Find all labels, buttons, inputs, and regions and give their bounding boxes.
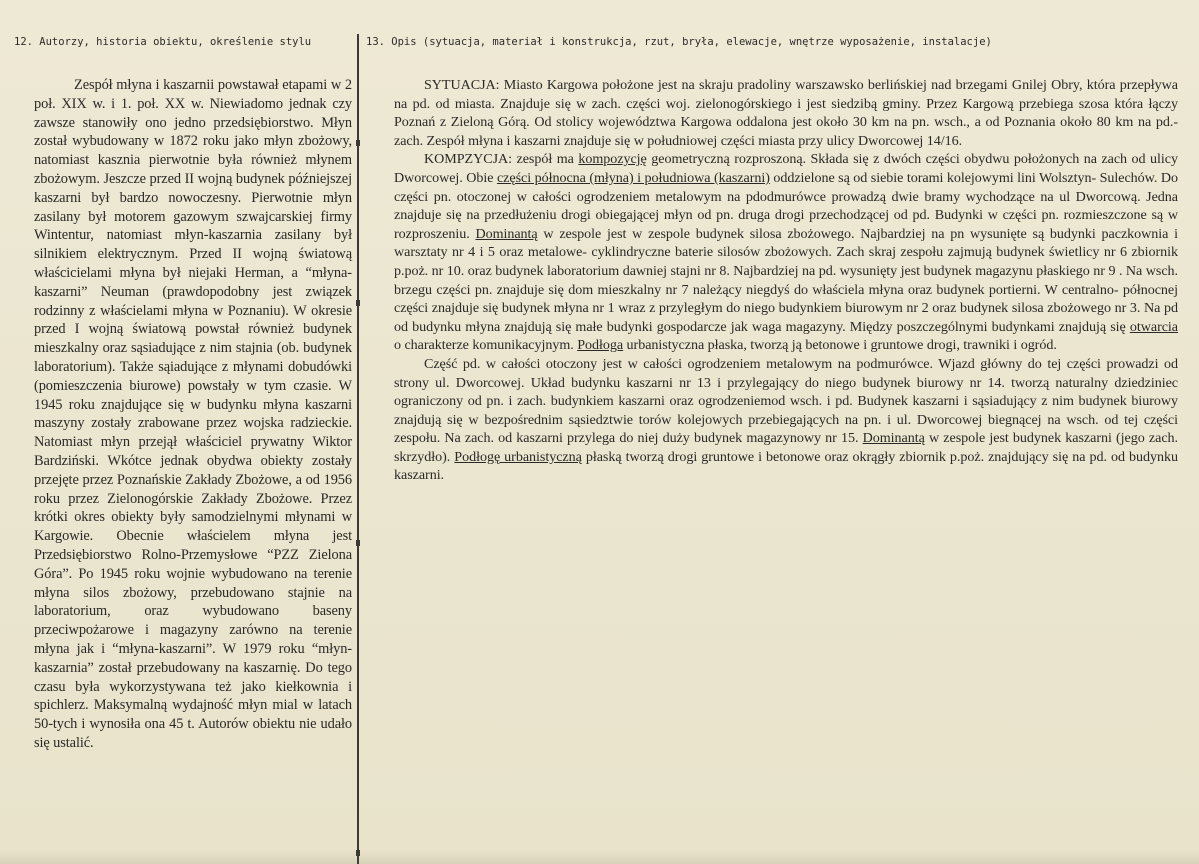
text-span: urbanistyczna płaska, tworzą ją betonowe i gruntowe drogi, trawniki i ogród. (623, 337, 1057, 354)
underlined-term: otwarcia (1129, 318, 1178, 335)
text-span: KOMPZYCJA: zespół ma (424, 151, 579, 168)
kompozycja-paragraph (394, 150, 1178, 355)
underlined-term: kompozycję (578, 151, 647, 168)
section-13-heading: 13. Opis (sytuacja, materiał i konstrukcja, rzut, bryła, elewacje, wnętrze wyposażenie, instalacje) (366, 36, 992, 48)
page-edge-shadow (0, 850, 1199, 864)
underlined-term: części północna (młyna) i południowa (kaszarni) (496, 169, 770, 186)
underlined-term: Podłoga (577, 337, 624, 354)
text-span: w zespole jest budynek kaszarni (jego zach. skrzydło). (394, 430, 1178, 465)
text-span: w zespole jest w zespole budynek silosa zbożowego. Najbardziej na pn wysunięte są budynki paczkownia i warsztaty nr 4 i 5 oraz metalowe- cyklindryczne baterie silosów zbożowych. Zach skraj zespołu zajmują budynek świetlicy nr 6 zbiornik p.poż. nr 10. oraz budynek laboratorium dawniej stajni nr 8. Najbardziej na pd. wysunięty jest budynek magazynu płaskiego nr 9 . Na wsch. brzegu części pn. znajduje się dom mieszkalny nr 7 należący niegdyś do właściela młyna oraz budynek portierni. W centralno- północnej części znajduje się budynek młyna nr 1 wraz z przyległym do niego budynkiem biurowym nr 2 oraz budynek silosa zbożowego nr 3. Na pd od budynku młyna znajdują się małe budynki gospodarcze jak waga magazyny. Między poszczególnymi budynkami znajdują się (394, 225, 1179, 335)
description-column (394, 76, 1178, 485)
underlined-term: Podłogę urbanistyczną (454, 448, 582, 465)
divider-mark (356, 300, 360, 306)
section-12-heading: 12. Autorzy, historia obiektu, określenie stylu (14, 36, 312, 48)
text-span: geometryczną rozproszoną. Składa się z dwóch części obydwu położonych na zach od ulicy Dworcowej. Obie (394, 151, 1178, 186)
sytuacja-paragraph: SYTUACJA: Miasto Kargowa położone jest na skraju pradoliny warszawsko berlińskiej nad brzegami Gnilej Obry, która przepływa na pd. od miasta. Znajduje się w zach. części woj. zielonogórskiego i jest siedzibą gminy. Przez Kargową przebiega szosa która łączy Poznań z Zieloną Górą. Od stolicy województwa Kargowa oddalona jest około 30 km na pn. wsch., a od Poznania około 80 km na pd.- zach. Zespół młyna i kaszarni znajduje się w południowej części miasta przy ulicy Dworcowej 14/16. (394, 77, 1178, 149)
divider-mark (356, 540, 360, 546)
underlined-term: Dominantą (862, 430, 925, 447)
history-text: Zespół młyna i kaszarnii powstawał etapami w 2 poł. XIX w. i 1. poł. XX w. Niewiadomo jednak czy zawsze stanowiły ono jedno przedsiębiorstwo. Młyn został wybudowany w 1872 roku jako młyn zbożowy, natomiast kasznia pierwotnie była również młynem zbożowym. Jeszcze przed II wojną budynek późniejszej kaszarni był bardzo nowoczesny. Pierwotnie młyn zasilany był motorem gazowym szwajcarskiej firmy Wintentur, natomiast młyn-kaszarnia zasilany był silnikiem elektrycznym. Przed II wojną światową właścicielami młyna był niejaki Herman, a “młyna- kaszarni” Neuman (prawdopodobny jest związek rodzinny z właścielami młyna w Poznaniu). W okresie przed I wojną światową powstał również budynek mieszkalny oraz sąsiadujące z nim stajnia (ob. budynek laboratorium). Także sąiadujące z młynami dobudówki (pomieszczenia biurowe) powstały w tym czasie. W 1945 roku znajdujące się w budynku młyna kaszarni maszyny zostały zrabowane przez wojska radzieckie. Natomiast młyn przejął właściciel prywatny Wiktor Bardziński. Wkótce jednak obydwa obiekty zostały przejęte przez Poznańskie Zakłady Zbożowe, a od 1956 roku przez Zielonogórskie Zakłady Zbożowe. Przez krótki okres obiekty były samodzielnymi młynami w Kargowie. Obecnie właścielem młyna jest Przedsiębiorstwo Rolno-Przemysłowe “PZZ Zielona Góra”. Po 1945 roku wojnie wybudowano na terenie młyna silos zbożowy, przebudowano stajnie na laboratorium, oraz wybudowano baseny przeciwpożarowe i magazyny zarówno na terenie młyna jak i “młyna-kaszarni”. W 1979 roku “młyn- kaszarnia” został przebudowany na kaszarnię. Do tego czasu była wykorzystywana też jako kiełkownia i spichlerz. Maksymalną wydajność młyn mial w latach 50-tych i wynosiła ona 45 t. Autorów obiektu nie udało się ustalić. (34, 77, 352, 751)
column-divider (357, 34, 359, 864)
text-span: płaską tworzą drogi gruntowe i betonowe oraz okrągły zbiornik p.poż. znajdujący się na pd. od budynku kaszarni. (394, 448, 1178, 484)
text-span: o charakterze komunikacyjnym. (394, 337, 578, 354)
divider-mark (356, 140, 360, 146)
czesc-pd-paragraph (394, 355, 1178, 485)
text-span: Część pd. w całości otoczony jest w całości ogrodzeniem metalowym na podmurówce. Wjazd główny do tej części prowadzi od strony ul. Dworcowej. Układ budynku kaszarni nr 13 i przylegający do niego budynek biurowy nr 14. tworzą naturalny dziedziniec ograniczony od pn. i zach. budynkiem kaszarni oraz ogrodzeniemod wsch. i pd. Budynek kaszarni i sąsiadujący z nim budynek biurowy znajdują się w bezpośrednim sąsiedztwie torów kolejowych przebiegających na pn. i ul. Dworcowej biegnącej na wsch. od tej części zespołu. Na zach. od kaszarni przylega do niej duży budynek magazynowy nr 15. (394, 355, 1178, 447)
underlined-term: Dominantą (475, 225, 538, 242)
text-span: oddzielone są od siebie torami kolejowymi lini Wolsztyn- Sulechów. Do części pn. otoczonej w całości ogrodzeniem metalowym na pdodmurówce prowadzą dwie bramy wychodzące na ul Dworcową. Jedna znajduje się na przedłużeniu drogi obiegającej młyn od pn. druga drogi przechodzącej od pd. Budynki w części pn. rozmieszczone są w rozproszeniu. (394, 169, 1178, 242)
